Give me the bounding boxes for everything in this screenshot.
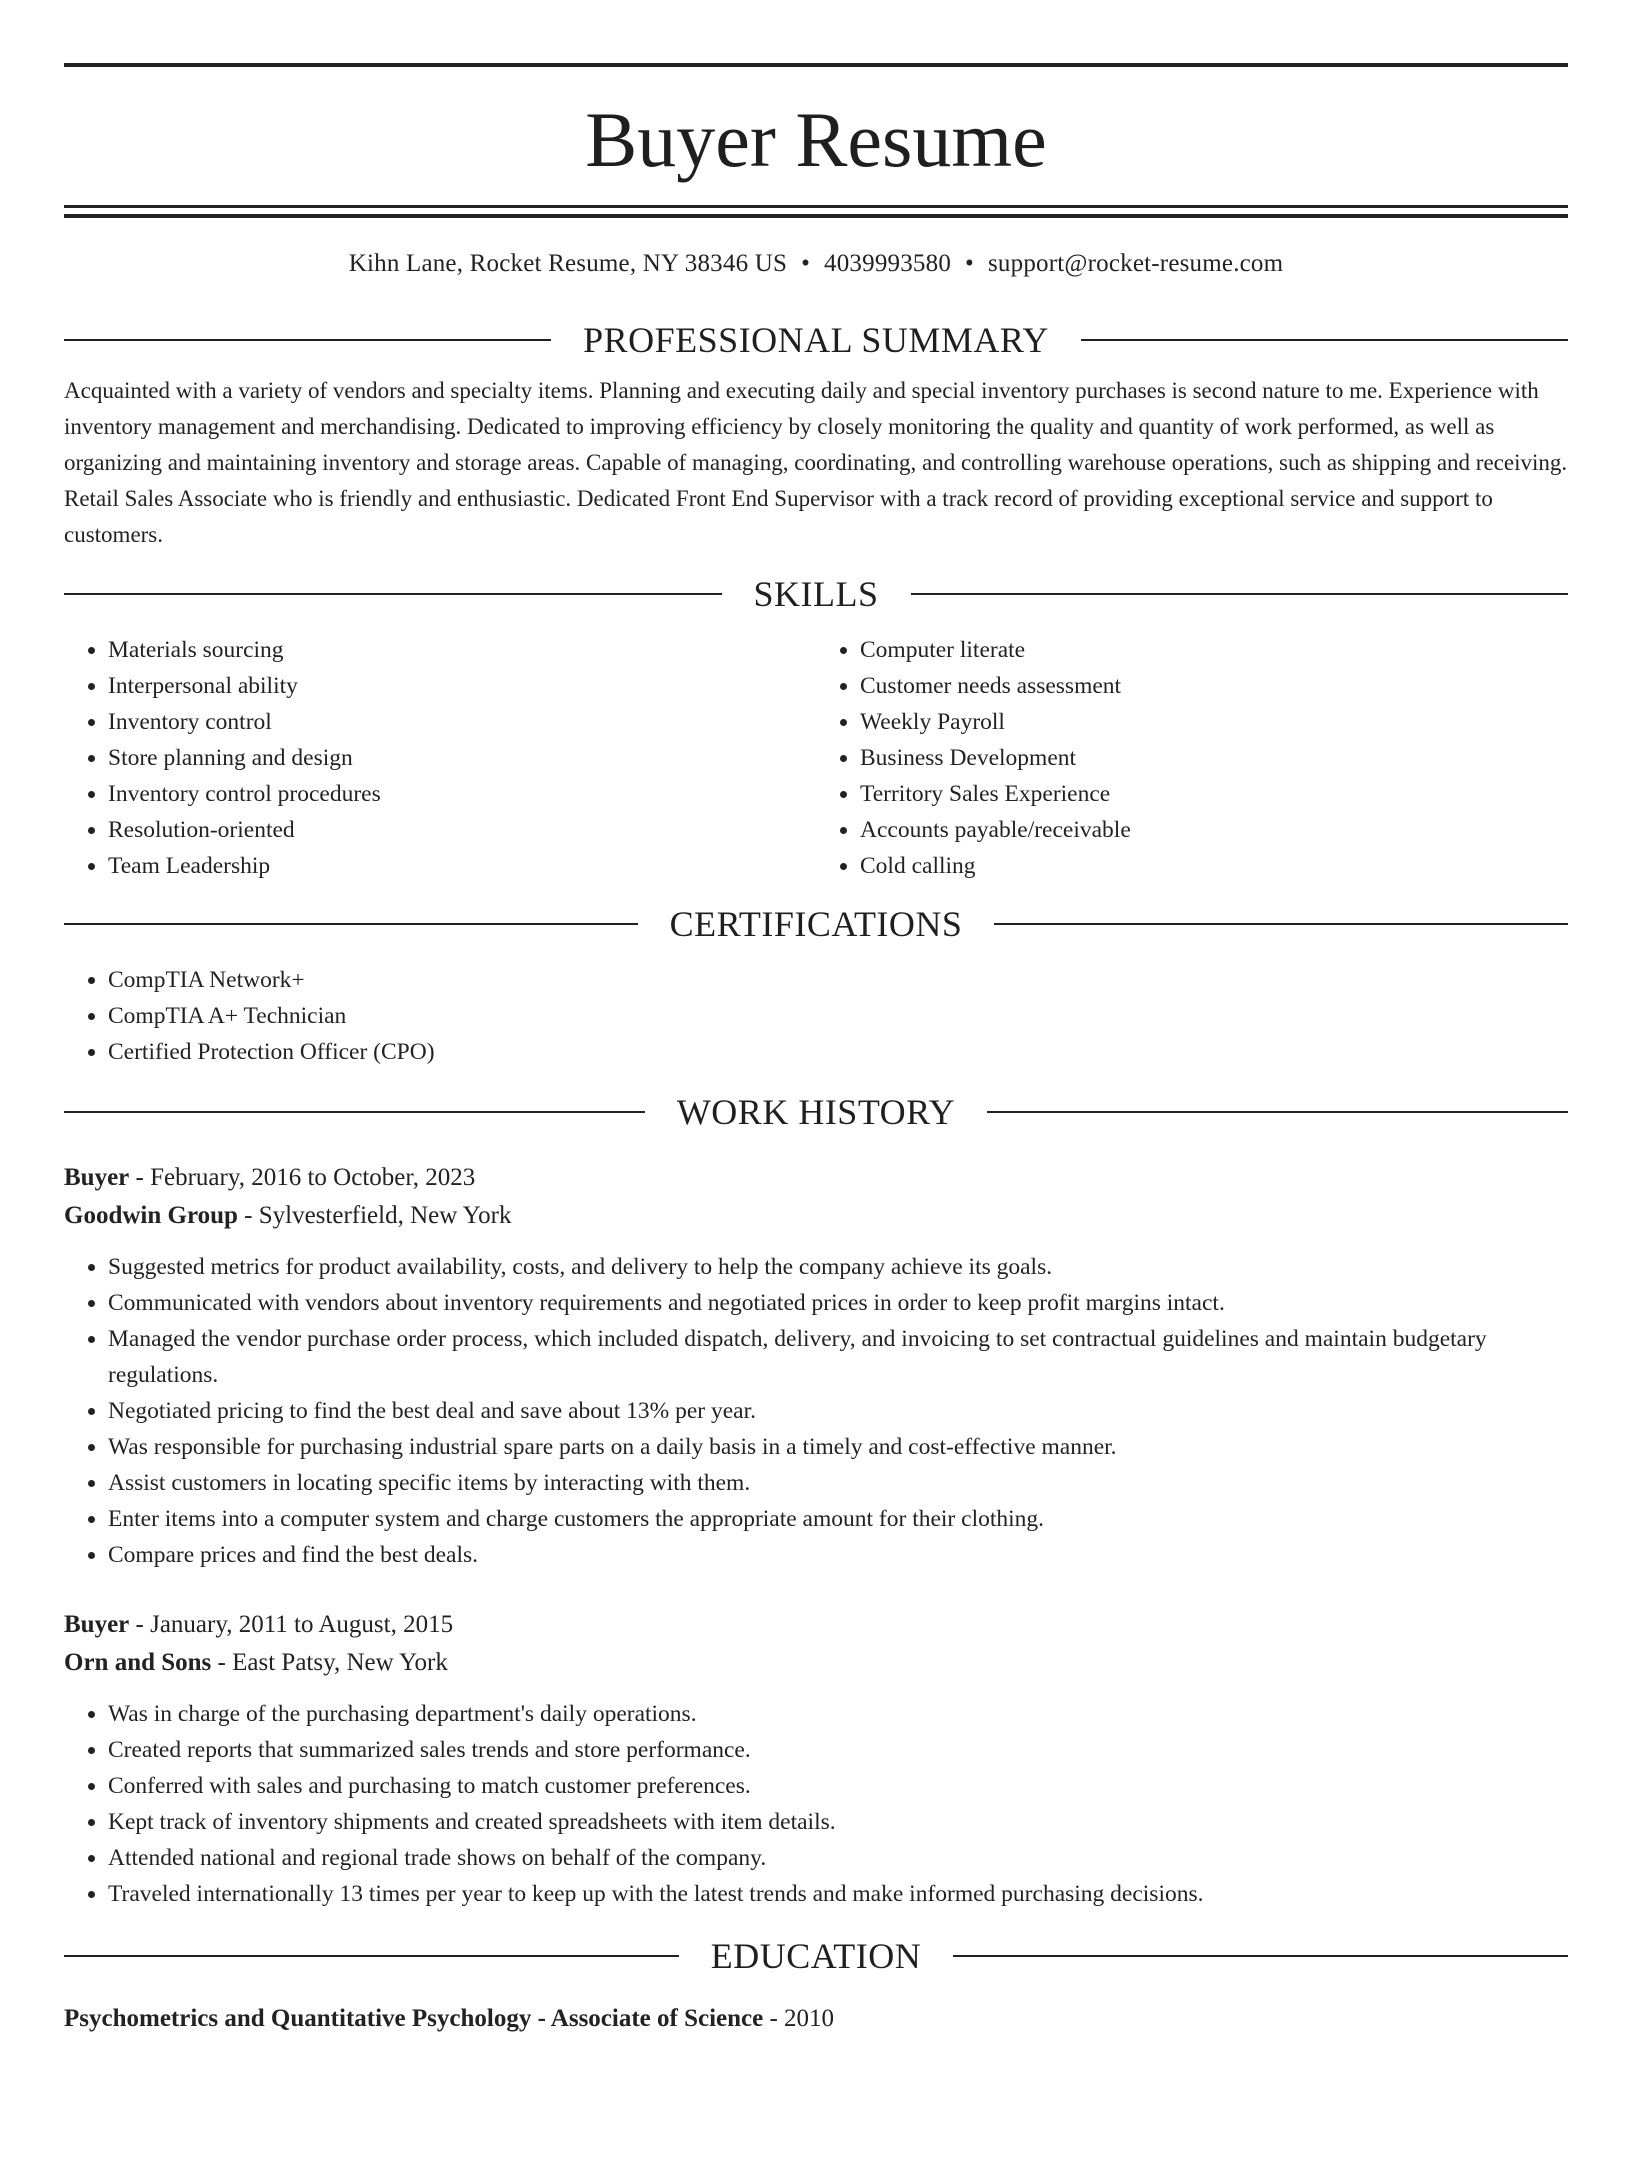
skills-columns [64,632,1568,884]
skill-item: • Customer needs assessment [860,668,1568,704]
contact-separator: • [801,250,811,277]
skill-item: • Team Leadership [108,848,816,884]
contact-phone: 4039993580 [824,250,952,277]
section-title-education: EDUCATION [710,1936,922,1976]
certifications-list [64,962,1568,1070]
page-title: Buyer Resume [585,96,1047,183]
skill-item: • Territory Sales Experience [860,776,1568,812]
job-bullet: • Attended national and regional trade shows on behalf of the company. [108,1840,1568,1876]
job-title: Buyer [64,1164,130,1191]
job-location: - East Patsy, New York [211,1649,448,1676]
skills-list-right [816,632,1568,884]
job-company-line [64,1197,1568,1235]
job-company: Orn and Sons [64,1649,212,1676]
section-header-skills [64,572,1568,616]
skill-item: • Materials sourcing [108,632,816,668]
section-rule [64,339,551,341]
section-rule [64,1955,679,1957]
job-bullet: • Kept track of inventory shipments and created spreadsheets with item details. [108,1804,1568,1840]
skill-item: • Computer literate [860,632,1568,668]
skill-item: • Inventory control procedures [108,776,816,812]
job-dates: - January, 2011 to August, 2015 [129,1611,454,1638]
skills-list-left [64,632,816,884]
job-entry [64,1159,1568,1573]
certification-item: • Certified Protection Officer (CPO) [108,1034,1568,1070]
skill-item: • Business Development [860,740,1568,776]
job-location: - Sylvesterfield, New York [237,1202,512,1229]
section-rule [64,923,638,925]
job-entry [64,1606,1568,1912]
job-bullet: • Assist customers in locating specific items by interacting with them. [108,1465,1568,1501]
job-dates: - February, 2016 to October, 2023 [129,1164,476,1191]
section-rule [1081,339,1568,341]
job-title-line [64,1159,1568,1197]
job-bullet: • Was responsible for purchasing industrial spare parts on a daily basis in a timely and cost-effective manner. [108,1429,1568,1465]
contact-line [64,249,1568,279]
section-title-summary: PROFESSIONAL SUMMARY [583,320,1049,360]
job-bullets [64,1696,1568,1912]
section-rule [64,593,722,595]
skill-item: • Weekly Payroll [860,704,1568,740]
job-bullet: • Communicated with vendors about inventory requirements and negotiated prices in order to keep profit margins intact. [108,1285,1568,1321]
job-bullet: • Compare prices and find the best deals. [108,1537,1568,1573]
section-rule [64,1111,645,1113]
job-company-line [64,1644,1568,1682]
resume-page [0,63,1632,2175]
education-entry [64,2000,1568,2038]
job-bullet: • Created reports that summarized sales trends and store performance. [108,1732,1568,1768]
job-bullet: • Traveled internationally 13 times per year to keep up with the latest trends and make informed purchasing decisions. [108,1876,1568,1912]
contact-address: Kihn Lane, Rocket Resume, NY 38346 US [348,250,788,277]
section-header-work [64,1090,1568,1134]
skill-item: • Inventory control [108,704,816,740]
job-bullet: • Enter items into a computer system and charge customers the appropriate amount for their clothing. [108,1501,1568,1537]
skill-item: • Cold calling [860,848,1568,884]
skill-item: • Store planning and design [108,740,816,776]
section-title-skills: SKILLS [753,574,879,614]
education-year: - 2010 [763,2005,835,2032]
certification-item: • CompTIA A+ Technician [108,998,1568,1034]
education-degree: Psychometrics and Quantitative Psychology - Associate of Science [64,2005,764,2032]
certification-item: • CompTIA Network+ [108,962,1568,998]
contact-email: support@rocket-resume.com [987,250,1284,277]
job-bullets [64,1249,1568,1573]
contact-separator: • [965,250,974,277]
top-rule [64,63,1568,67]
section-header-certifications [64,902,1568,946]
job-bullet: • Suggested metrics for product availability, costs, and delivery to help the company achieve its goals. [108,1249,1568,1285]
job-bullet: • Conferred with sales and purchasing to match customer preferences. [108,1768,1568,1804]
section-rule [911,593,1569,595]
section-header-education [64,1934,1568,1978]
section-rule [953,1955,1568,1957]
job-bullet: • Negotiated pricing to find the best deal and save about 13% per year. [108,1393,1568,1429]
job-bullet: • Managed the vendor purchase order process, which included dispatch, delivery, and invoicing to set contractual guidelines and maintain budgetary regulations. [108,1321,1568,1393]
skill-item: • Interpersonal ability [108,668,816,704]
section-rule [987,1111,1568,1113]
job-company: Goodwin Group [64,1202,238,1229]
job-title: Buyer [64,1611,130,1638]
section-rule [994,923,1568,925]
job-bullet: • Was in charge of the purchasing department's daily operations. [108,1696,1568,1732]
skill-item: • Accounts payable/receivable [860,812,1568,848]
summary-text: Acquainted with a variety of vendors and specialty items. Planning and executing daily and special inventory purchases is second nature to me. Experience with inventory management and merchandising. Dedicated to improving efficiency by closely monitoring the quality and quantity of work performed, as well as organizing and maintaining inventory and storage areas. Capable of managing, coordinating, and controlling warehouse operations, such as shipping and receiving. Retail Sales Associate who is friendly and enthusiastic. Dedicated Front End Supervisor with a track record of providing exceptional service and support to customers. [64,378,1568,547]
job-title-line [64,1606,1568,1644]
section-header-summary [64,318,1568,362]
section-title-certifications: CERTIFICATIONS [669,904,963,944]
skill-item: • Resolution-oriented [108,812,816,848]
section-title-work: WORK HISTORY [676,1092,956,1132]
title-double-rule [64,205,1568,218]
